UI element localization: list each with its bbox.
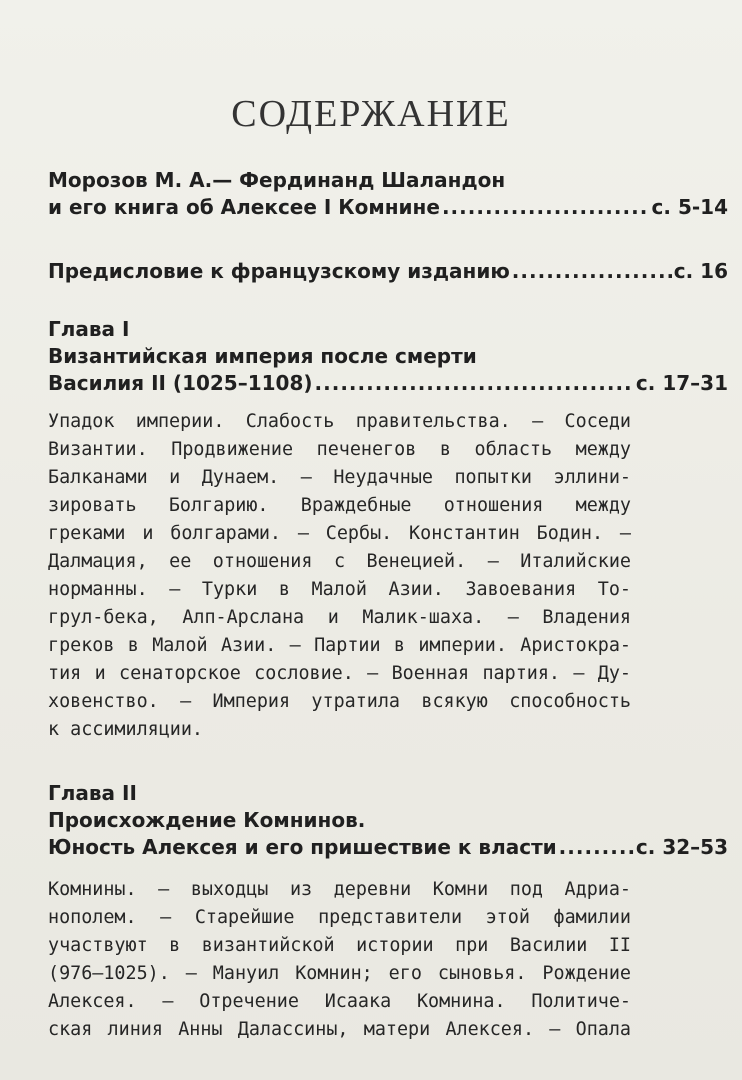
entry-title-line2: и его книга об Алексее I Комнине (48, 195, 440, 219)
summary-line: Упадок империи. Слабость правительства. — Соседи (48, 411, 631, 432)
page-title: СОДЕРЖАНИЕ (231, 93, 511, 135)
dot-leader (559, 834, 634, 861)
chapter-title-line2: Василия II (1025–1108) (48, 371, 313, 395)
chapter-title-line1: Византийская империя после смерти (48, 344, 477, 368)
chapter-1-summary (48, 408, 631, 744)
summary-line: тия и сенаторское сословие. — Военная партия. — Ду- (48, 663, 631, 684)
chapter-title-line2: Юность Алексея и его пришествие к власти (48, 835, 557, 859)
summary-line: Комнины. — выходцы из деревни Комни под Адриа- (48, 879, 631, 900)
chapter-pages: с. 17–31 (635, 371, 728, 395)
toc-entry-morozov (48, 167, 728, 221)
chapter-title-line1: Происхождение Комнинов. (48, 808, 366, 832)
summary-line: грул-бека, Алп-Арслана и Малик-шаха. — Владения (48, 607, 631, 628)
dot-leader (442, 194, 650, 221)
summary-line: Далмация, ее отношения с Венецией. — Италийские (48, 551, 631, 572)
summary-line: зировать Болгарию. Враждебные отношения между (48, 495, 631, 516)
summary-line: норманны. — Турки в Малой Азии. Завоевания То- (48, 579, 631, 600)
chapter-label: Глава II (48, 781, 137, 805)
toc-entry-chapter-1 (48, 316, 728, 397)
summary-line: Балканами и Дунаем. — Неудачные попытки эллини- (48, 467, 631, 488)
summary-line: ховенство. — Империя утратила всякую способность (48, 691, 631, 712)
summary-line: Византии. Продвижение печенегов в область между (48, 439, 631, 460)
dot-leader (512, 258, 672, 285)
entry-title: Предисловие к французскому изданию (48, 259, 510, 283)
summary-line: греками и болгарами. — Сербы. Константин Бодин. — (48, 523, 631, 544)
summary-line: греков в Малой Азии. — Партии в империи. Аристокра- (48, 635, 631, 656)
entry-pages: с. 16 (673, 259, 728, 283)
chapter-2-summary (48, 876, 631, 1044)
chapter-label: Глава I (48, 317, 130, 341)
summary-line: участвуют в византийской истории при Василии II (48, 935, 631, 956)
toc-entry-chapter-2 (48, 780, 728, 861)
summary-line: к ассимиляции. (48, 719, 204, 740)
entry-pages: с. 5-14 (651, 195, 728, 219)
summary-line: Алексея. — Отречение Исаака Комнина. Политиче- (48, 991, 631, 1012)
summary-line: ская линия Анны Далассины, матери Алексея. — Опала (48, 1019, 631, 1040)
toc-entry-preface (48, 258, 728, 285)
summary-line: нополем. — Старейшие представители этой фамилии (48, 907, 631, 928)
chapter-pages: с. 32–53 (635, 835, 728, 859)
entry-title-line1: Морозов М. А.— Фердинанд Шаландон (48, 168, 506, 192)
dot-leader (315, 370, 634, 397)
summary-line: (976–1025). — Мануил Комнин; его сыновья. Рождение (48, 963, 631, 984)
